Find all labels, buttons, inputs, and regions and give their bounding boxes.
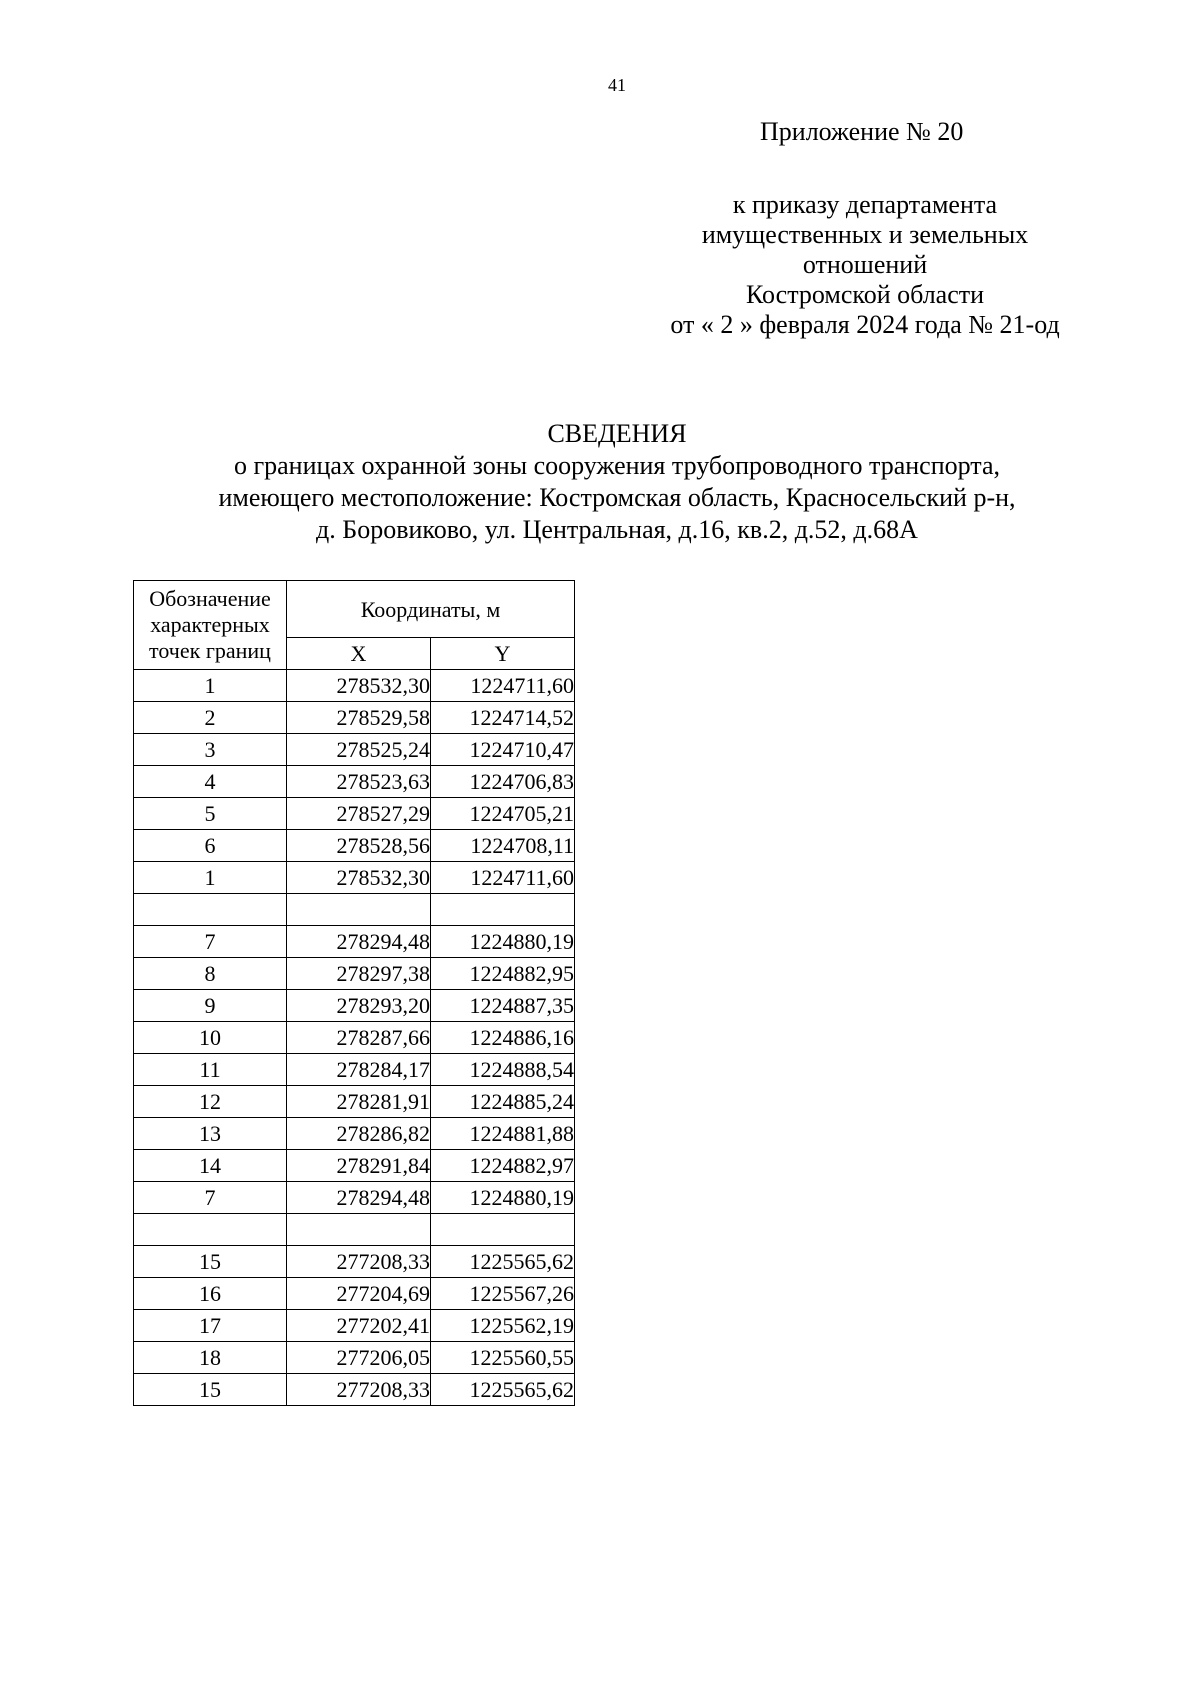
order-line: от « 2 » февраля 2024 года № 21-од — [670, 310, 1060, 339]
y-coordinate-cell: 1224714,52 — [431, 702, 575, 734]
table-row — [134, 990, 575, 1022]
x-coordinate-cell: 277206,05 — [287, 1342, 431, 1374]
x-coordinate-cell: 277208,33 — [287, 1374, 431, 1406]
point-cell — [134, 1214, 287, 1246]
y-coordinate-cell: 1224711,60 — [431, 670, 575, 702]
order-line: отношений — [802, 250, 928, 279]
point-cell: 3 — [134, 734, 287, 766]
x-coordinate-cell: 278281,91 — [287, 1086, 431, 1118]
y-coordinate-cell: 1225567,26 — [431, 1278, 575, 1310]
y-coordinate-cell: 1225565,62 — [431, 1374, 575, 1406]
x-coordinate-cell: 278297,38 — [287, 958, 431, 990]
point-cell: 1 — [134, 862, 287, 894]
header-x: X — [287, 638, 431, 670]
x-coordinate-cell: 278286,82 — [287, 1118, 431, 1150]
heading-title: СВЕДЕНИЯ — [547, 419, 687, 448]
x-coordinate-cell: 278528,56 — [287, 830, 431, 862]
x-coordinate-cell: 277204,69 — [287, 1278, 431, 1310]
heading-line: имеющего местоположение: Костромская область, Красносельский р-н, — [218, 483, 1016, 512]
x-coordinate-cell: 278294,48 — [287, 1182, 431, 1214]
x-coordinate-cell: 277208,33 — [287, 1246, 431, 1278]
point-cell: 18 — [134, 1342, 287, 1374]
point-cell: 17 — [134, 1310, 287, 1342]
point-cell: 13 — [134, 1118, 287, 1150]
x-coordinate-cell: 277202,41 — [287, 1310, 431, 1342]
table-row — [134, 702, 575, 734]
order-line: к приказу департамента — [732, 190, 998, 219]
table-body — [134, 670, 575, 1406]
y-coordinate-cell — [431, 894, 575, 926]
point-cell: 6 — [134, 830, 287, 862]
table-row — [134, 1150, 575, 1182]
y-coordinate-cell: 1224706,83 — [431, 766, 575, 798]
table-row — [134, 1214, 575, 1246]
table-row — [134, 1374, 575, 1406]
document-heading — [0, 418, 1200, 546]
coordinates-table — [133, 580, 575, 1406]
point-cell — [134, 894, 287, 926]
point-cell: 1 — [134, 670, 287, 702]
x-coordinate-cell: 278294,48 — [287, 926, 431, 958]
y-coordinate-cell: 1224885,24 — [431, 1086, 575, 1118]
x-coordinate-cell: 278291,84 — [287, 1150, 431, 1182]
table-row — [134, 830, 575, 862]
y-coordinate-cell: 1224710,47 — [431, 734, 575, 766]
table-row — [134, 1278, 575, 1310]
table-row — [134, 894, 575, 926]
y-coordinate-cell: 1224880,19 — [431, 1182, 575, 1214]
x-coordinate-cell: 278532,30 — [287, 862, 431, 894]
x-coordinate-cell: 278525,24 — [287, 734, 431, 766]
point-cell: 15 — [134, 1246, 287, 1278]
y-coordinate-cell: 1224886,16 — [431, 1022, 575, 1054]
x-coordinate-cell: 278523,63 — [287, 766, 431, 798]
order-reference — [646, 190, 1084, 340]
table-row — [134, 1022, 575, 1054]
point-cell: 16 — [134, 1278, 287, 1310]
point-cell: 2 — [134, 702, 287, 734]
y-coordinate-cell: 1224711,60 — [431, 862, 575, 894]
x-coordinate-cell: 278532,30 — [287, 670, 431, 702]
order-line: имущественных и земельных — [701, 220, 1029, 249]
page-number: 41 — [608, 75, 626, 95]
point-cell: 12 — [134, 1086, 287, 1118]
order-line: Костромской области — [745, 280, 985, 309]
point-cell: 5 — [134, 798, 287, 830]
y-coordinate-cell: 1224705,21 — [431, 798, 575, 830]
x-coordinate-cell: 278293,20 — [287, 990, 431, 1022]
header-point-designation: Обозначение характерных точек границ — [134, 581, 287, 670]
point-cell: 9 — [134, 990, 287, 1022]
table-row — [134, 766, 575, 798]
point-cell: 7 — [134, 926, 287, 958]
point-cell: 10 — [134, 1022, 287, 1054]
point-cell: 15 — [134, 1374, 287, 1406]
appendix-title: Приложение № 20 — [760, 117, 964, 146]
table-row — [134, 798, 575, 830]
x-coordinate-cell: 278287,66 — [287, 1022, 431, 1054]
heading-line: д. Боровиково, ул. Центральная, д.16, кв.2, д.52, д.68А — [316, 515, 918, 544]
y-coordinate-cell: 1225562,19 — [431, 1310, 575, 1342]
x-coordinate-cell: 278284,17 — [287, 1054, 431, 1086]
table-row — [134, 958, 575, 990]
header-coordinates: Координаты, м — [287, 581, 575, 638]
point-cell: 7 — [134, 1182, 287, 1214]
x-coordinate-cell: 278529,58 — [287, 702, 431, 734]
table-row — [134, 1342, 575, 1374]
table-row — [134, 1086, 575, 1118]
x-coordinate-cell: 278527,29 — [287, 798, 431, 830]
table-row — [134, 1182, 575, 1214]
y-coordinate-cell: 1224888,54 — [431, 1054, 575, 1086]
x-coordinate-cell — [287, 1214, 431, 1246]
table-row — [134, 1054, 575, 1086]
table-row — [134, 1246, 575, 1278]
table-row — [134, 862, 575, 894]
y-coordinate-cell: 1225565,62 — [431, 1246, 575, 1278]
point-cell: 14 — [134, 1150, 287, 1182]
table-row — [134, 1118, 575, 1150]
table-row — [134, 1310, 575, 1342]
y-coordinate-cell: 1224882,95 — [431, 958, 575, 990]
table-row — [134, 734, 575, 766]
x-coordinate-cell — [287, 894, 431, 926]
y-coordinate-cell: 1224887,35 — [431, 990, 575, 1022]
heading-line: о границах охранной зоны сооружения трубопроводного транспорта, — [233, 451, 1001, 480]
y-coordinate-cell: 1225560,55 — [431, 1342, 575, 1374]
y-coordinate-cell — [431, 1214, 575, 1246]
point-cell: 11 — [134, 1054, 287, 1086]
point-cell: 4 — [134, 766, 287, 798]
point-cell: 8 — [134, 958, 287, 990]
table-row — [134, 670, 575, 702]
table-row — [134, 926, 575, 958]
y-coordinate-cell: 1224882,97 — [431, 1150, 575, 1182]
y-coordinate-cell: 1224880,19 — [431, 926, 575, 958]
header-y: Y — [431, 638, 575, 670]
y-coordinate-cell: 1224881,88 — [431, 1118, 575, 1150]
y-coordinate-cell: 1224708,11 — [431, 830, 575, 862]
